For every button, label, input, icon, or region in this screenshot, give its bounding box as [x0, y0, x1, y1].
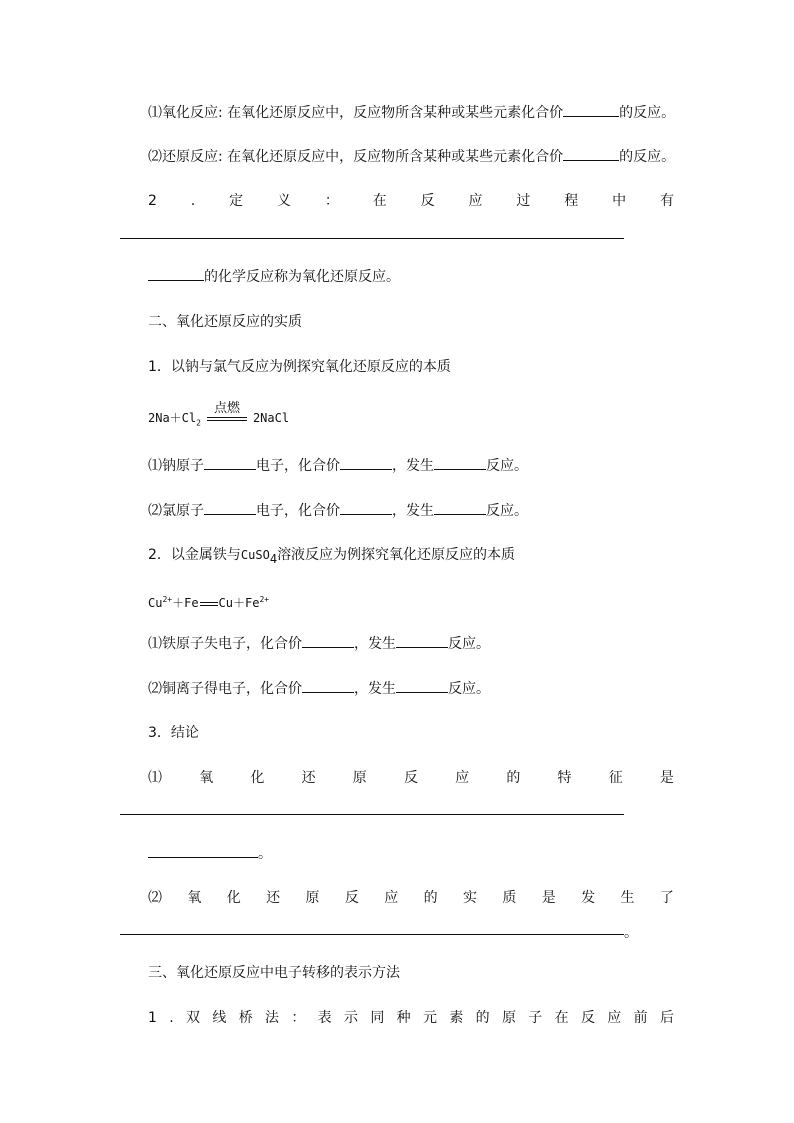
spread-char: 是: [541, 890, 556, 906]
answer-blank[interactable]: [340, 502, 392, 515]
spread-char: 还: [266, 890, 281, 906]
spread-char: 法: [265, 1010, 280, 1026]
spread-char: 氧: [199, 770, 214, 786]
spread-char: 反: [580, 1010, 595, 1026]
spread-char: 后: [659, 1010, 674, 1026]
redox-definition-line: [148, 192, 674, 210]
spread-char: 原: [305, 890, 320, 906]
spread-char: 还: [301, 770, 316, 786]
spread-char: 1: [148, 1010, 157, 1026]
spread-char: 反: [344, 890, 359, 906]
spread-char: 了: [659, 890, 674, 906]
spread-char: 是: [659, 770, 674, 786]
spread-char: 元: [422, 1010, 437, 1026]
spread-char: 特: [557, 770, 572, 786]
spread-char: 氧: [187, 890, 202, 906]
spread-char: 义: [277, 193, 291, 209]
equation-na-cl: $2Na+Cl_2$ 点燃 2NaCl: [148, 400, 290, 428]
spread-char: ：: [324, 193, 339, 209]
conclusion-2-line: [148, 889, 674, 907]
answer-blank[interactable]: [340, 457, 392, 470]
spread-char: 反: [420, 193, 435, 209]
spread-char: 前: [633, 1010, 648, 1026]
q2-title: 2．以金属铁与CuSO$_4$溶液反应为例探究氧化还原反应的本质: [148, 547, 516, 566]
spread-char: 应: [607, 1010, 622, 1026]
answer-blank[interactable]: [148, 268, 204, 281]
spread-char: ⑵: [148, 890, 162, 906]
spread-char: 表: [317, 1010, 332, 1026]
answer-blank[interactable]: [148, 845, 258, 858]
spread-char: 双: [186, 1010, 201, 1026]
spread-char: 程: [564, 193, 579, 209]
conclusion-1-tail: 。: [148, 845, 272, 863]
sodium-atom-question: ⑴钠原子 电子，化合价 ，发生 反应。: [148, 458, 528, 474]
spread-char: 在: [554, 1010, 569, 1026]
answer-blank[interactable]: [302, 680, 354, 693]
conclusion-2-end: 。: [624, 925, 638, 941]
spread-char: 过: [516, 193, 531, 209]
answer-underline[interactable]: [120, 934, 624, 935]
answer-blank[interactable]: [434, 502, 486, 515]
section-2-title: 二、氧化还原反应的实质: [148, 314, 302, 330]
chlorine-atom-question: ⑵氯原子 电子，化合价 ，发生 反应。: [148, 503, 528, 519]
answer-blank[interactable]: [204, 457, 256, 470]
spread-char: 2: [148, 193, 157, 209]
spread-char: 生: [620, 890, 635, 906]
spread-char: 征: [608, 770, 623, 786]
answer-blank[interactable]: [396, 635, 448, 648]
spread-char: 定: [229, 193, 244, 209]
section-3-title: 三、氧化还原反应中电子转移的表示方法: [148, 965, 400, 981]
spread-char: ⑴: [148, 770, 162, 786]
spread-char: 在: [372, 193, 387, 209]
spread-char: ：: [291, 1010, 306, 1026]
equation-cu-fe: $Cu^{2+}+Fe$ $Cu+Fe^{2+}$: [148, 595, 270, 610]
reaction-arrow: 点燃: [207, 417, 247, 421]
spread-char: 素: [449, 1010, 464, 1026]
spread-char: 化: [226, 890, 241, 906]
reduction-definition: ⑵还原反应: 在氧化还原反应中，反应物所含某种或某些元素化合价 的反应。: [148, 149, 676, 165]
spread-char: 种: [396, 1010, 411, 1026]
spread-char: 化: [250, 770, 265, 786]
spread-char: 原: [501, 1010, 516, 1026]
spread-char: 原: [352, 770, 367, 786]
answer-blank[interactable]: [563, 148, 619, 161]
spread-char: 有: [660, 193, 674, 209]
spread-char: 同: [370, 1010, 385, 1026]
redox-definition-tail: 的化学反应称为氧化还原反应。: [148, 268, 400, 286]
answer-blank[interactable]: [204, 502, 256, 515]
q3-title: 3．结论: [148, 725, 199, 741]
spread-char: 反: [403, 770, 418, 786]
answer-underline[interactable]: [120, 238, 624, 239]
equals-sign: [200, 602, 218, 606]
spread-char: 应: [468, 193, 483, 209]
spread-char: 桥: [238, 1010, 253, 1026]
spread-char: 的: [423, 890, 438, 906]
spread-char: .: [190, 193, 196, 209]
spread-char: .: [169, 1010, 174, 1026]
spread-char: 应: [455, 770, 470, 786]
spread-char: 示: [344, 1010, 358, 1026]
spread-char: 发: [581, 890, 596, 906]
answer-blank[interactable]: [434, 457, 486, 470]
spread-char: 子: [528, 1010, 543, 1026]
copper-ion-question: ⑵铜离子得电子，化合价 ，发生 反应。: [148, 681, 490, 697]
spread-char: 的: [506, 770, 521, 786]
method-1-line: [148, 1009, 674, 1027]
spread-char: 质: [502, 890, 517, 906]
answer-underline[interactable]: [120, 814, 624, 815]
oxidation-definition: ⑴氧化反应: 在氧化还原反应中，反应物所含某种或某些元素化合价 的反应。: [148, 105, 676, 121]
conclusion-1-line: [148, 769, 674, 787]
iron-atom-question: ⑴铁原子失电子，化合价 ，发生 反应。: [148, 636, 490, 652]
answer-blank[interactable]: [396, 680, 448, 693]
spread-char: 应: [384, 890, 399, 906]
spread-char: 线: [212, 1010, 227, 1026]
q1-title: 1．以钠与氯气反应为例探究氧化还原反应的本质: [148, 359, 451, 375]
spread-char: 实: [463, 890, 477, 906]
spread-char: 中: [612, 193, 627, 209]
spread-char: 的: [475, 1010, 490, 1026]
answer-blank[interactable]: [302, 635, 354, 648]
answer-blank[interactable]: [563, 104, 619, 117]
